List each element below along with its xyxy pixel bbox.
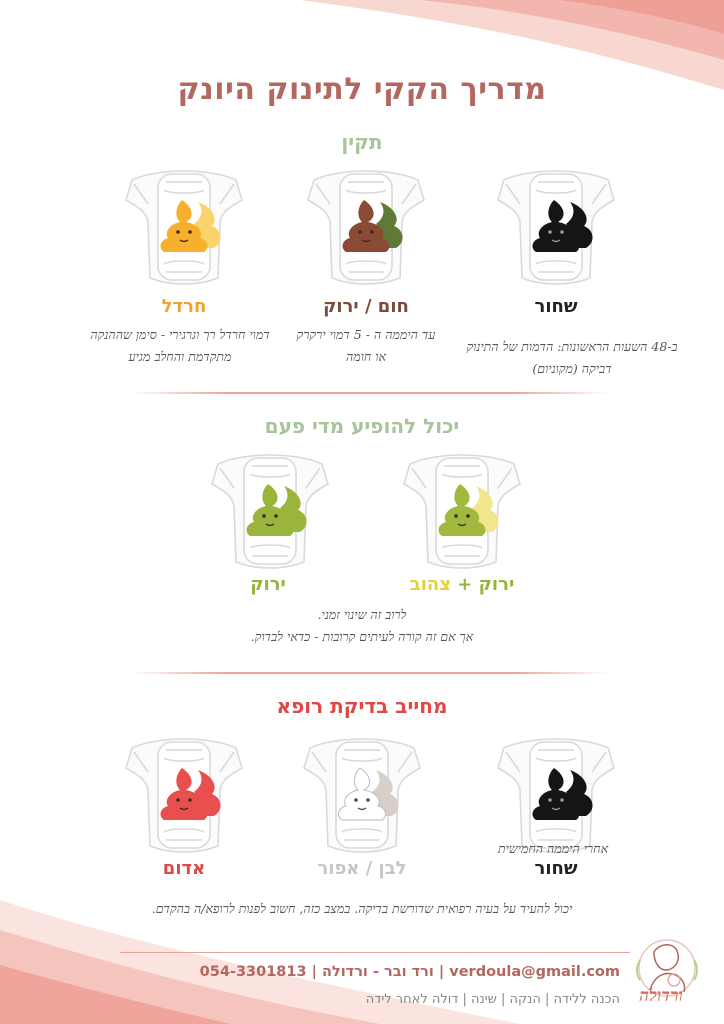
note-mustard: דמוי חרדל רך וגרגירי - סימן שההנקה מתקדמת והחלב מגיע [90,327,270,364]
diaper-mustard [118,160,250,292]
divider-2 [130,672,610,674]
diaper-brown-green [300,160,432,292]
label-white-gray: לבן / אפור [317,858,407,879]
section-title-normal: תקין [341,130,383,154]
label-black-late: שחור [534,858,578,879]
poop-icon [118,160,250,292]
diaper-black [490,160,622,292]
poop-icon [118,728,250,860]
footer-services: הכנה ללידה | הנקה | שינה | דולה לאחר לידה [365,992,620,1007]
footer-divider [120,952,630,953]
page-title: מדריך הקקי לתינוק היונק [177,72,547,107]
logo-text: ורדולה [639,986,683,1006]
footer-contact: ורד ובר - ורדולה | 054-3301813 | verdoula@gmail.com [199,964,620,980]
divider-1 [130,392,610,394]
label-green-yellow [382,574,542,595]
note-occasional-2: אך אם זה קורה לעיתים קרובות - כדאי לבדוק. [250,629,474,644]
note-black: ב-48 השעות הראשונות: הדמות של התינוק דביקה (מקוניום) [466,339,678,376]
poop-icon [396,444,528,576]
label-yellow-part: צהוב [409,574,452,595]
label-plus: + [457,574,473,595]
diaper-white-gray [296,728,428,860]
note-brown-green: עד היממה ה - 5 דמוי ירקרק או חומה [296,327,436,364]
note-occasional-1: לרוב זה שינוי זמני. [317,607,407,622]
logo [624,930,710,1016]
section-title-occasional: יכול להופיע מדי פעם [264,414,460,438]
poop-icon [296,728,428,860]
note-doctor: יכול להעיד על בעיה רפואית שדורשת בדיקה. במצב כזה, חשוב לפנות לרופא/ה בהקדם. [151,901,573,916]
poop-icon [204,444,336,576]
note-black-late: אחרי היממה החמישית [497,841,609,856]
label-brown-green: חום / ירוק [323,296,409,317]
diaper-green [204,444,336,576]
label-green-part: ירוק [478,574,515,595]
label-black: שחור [534,296,578,317]
diaper-green-yellow [396,444,528,576]
section-title-doctor: מחייב בדיקת רופא [276,694,448,718]
label-mustard: חרדל [161,296,207,317]
poop-icon [490,160,622,292]
poop-icon [300,160,432,292]
diaper-red [118,728,250,860]
label-green: ירוק [250,574,286,595]
label-red: אדום [162,858,206,879]
